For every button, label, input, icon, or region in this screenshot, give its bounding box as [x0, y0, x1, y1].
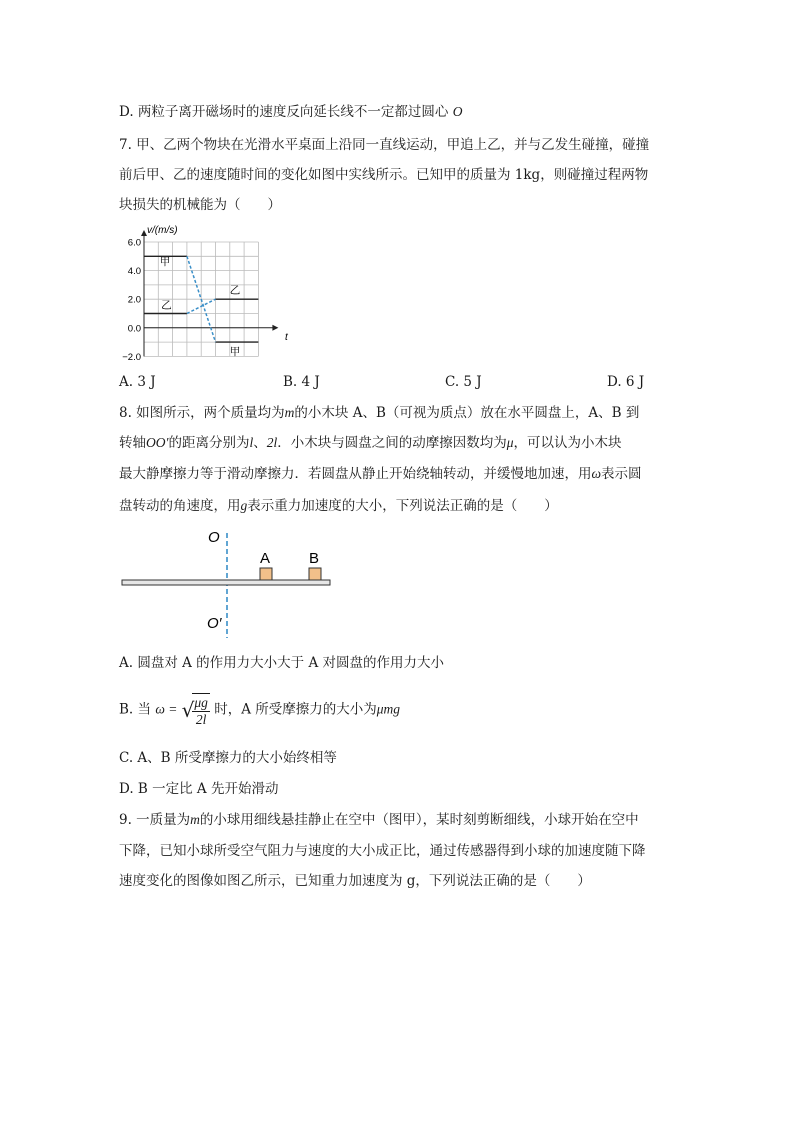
- q6-option-d-text: D. 两粒子离开磁场时的速度反向延长线不一定都过圆心: [119, 104, 449, 120]
- label-o-prime: O′: [207, 615, 222, 632]
- q8-line-1: [119, 404, 639, 422]
- q8-sep: 、: [253, 435, 267, 451]
- q6-option-d-symbol: O: [452, 104, 463, 119]
- q9-line-2: 下降，已知小球所受空气阻力与速度的大小成正比，通过传感器得到小球的加速度随下降: [119, 843, 646, 859]
- q8-option-b-omega: ω =: [155, 701, 178, 717]
- fraction-numerator: μg: [194, 694, 208, 710]
- label-b: B: [309, 550, 320, 567]
- q8-option-b-umg: μmg: [376, 701, 401, 717]
- q8-text: 最大静摩擦力等于滑动摩擦力．若圆盘从静止开始绕轴转动，并缓慢地加速，用: [119, 466, 592, 482]
- q9-line-1: [119, 811, 639, 829]
- y-tick-label: 2.0: [127, 294, 141, 306]
- q8-g: g: [240, 498, 248, 513]
- q9-m: m: [190, 812, 200, 827]
- q7-line-2: 前后甲、乙的速度随时间的变化如图中实线所示。已知甲的质量为 1kg，则碰撞过程两物: [119, 167, 649, 183]
- q7-line-1: 7. 甲、乙两个物块在光滑水平桌面上沿同一直线运动，甲追上乙，并与乙发生碰撞，碰撞: [119, 137, 650, 153]
- q8-omega: ω: [591, 466, 602, 481]
- q7-option-c[interactable]: C. 5 J: [445, 374, 482, 390]
- sqrt-body: [192, 693, 210, 728]
- q9-text: 9. 一质量为: [119, 812, 191, 828]
- y-tick-labels: [122, 238, 141, 363]
- q8-axis: OO′: [146, 435, 169, 450]
- q8-2l: 2l: [266, 435, 278, 450]
- q8-option-d[interactable]: D. B 一定比 A 先开始滑动: [119, 781, 279, 797]
- x-axis-arrow: [272, 325, 278, 331]
- series-label: 乙: [229, 284, 241, 297]
- disc: [122, 580, 330, 585]
- q8-text: ．小木块与圆盘之间的动摩擦因数均为: [277, 435, 507, 451]
- block-b: [309, 568, 321, 580]
- series-label: 甲: [159, 255, 171, 268]
- q7-option-a[interactable]: A. 3 J: [119, 374, 156, 390]
- q8-line-3: [119, 465, 642, 483]
- q8-text: 表示重力加速度的大小，下列说法正确的是（ ）: [247, 498, 558, 514]
- q8-text: 的距离分别为: [168, 435, 250, 451]
- series-label: 甲: [229, 345, 241, 358]
- sqrt-symbol: √: [181, 698, 195, 722]
- velocity-time-chart: [110, 222, 310, 367]
- q8-option-c[interactable]: C. A、B 所受摩擦力的大小始终相等: [119, 750, 337, 766]
- label-o: O: [208, 529, 220, 546]
- q8-line-4: [119, 497, 558, 515]
- q9-text: 的小球用细线悬挂静止在空中（图甲），某时刻剪断细线，小球开始在空中: [199, 812, 639, 828]
- q8-option-a[interactable]: A. 圆盘对 A 的作用力大小大于 A 对圆盘的作用力大小: [119, 655, 444, 671]
- q9-line-3: 速度变化的图像如图乙所示，已知重力加速度为 g，下列说法正确的是（ ）: [119, 873, 591, 889]
- q8-option-b-text: 时，A 所受摩擦力的大小为: [214, 701, 377, 718]
- series-label: 乙: [161, 299, 172, 312]
- q8-l: l: [249, 435, 254, 450]
- q8-option-b-text: B. 当: [119, 701, 152, 718]
- q8-text: 表示圆: [601, 466, 642, 482]
- chart-axes: [141, 230, 278, 356]
- q8-line-2: [119, 434, 622, 452]
- q7-option-b[interactable]: B. 4 J: [283, 374, 320, 390]
- y-tick-label: −2.0: [122, 351, 141, 363]
- q7-line-3: 块损失的机械能为（ ）: [119, 197, 281, 213]
- q8-text: ，可以认为小木块: [513, 435, 622, 451]
- y-tick-label: 4.0: [127, 266, 141, 278]
- q7-option-d[interactable]: D. 6 J: [607, 374, 645, 390]
- x-axis-label: t: [285, 332, 288, 343]
- sqrt-fraction: [192, 695, 210, 728]
- q6-option-d: [119, 103, 462, 121]
- rotating-disc-figure: [118, 525, 348, 640]
- q8-option-b[interactable]: [119, 692, 400, 728]
- y-axis-label: v/(m/s): [147, 225, 178, 236]
- y-tick-label: 6.0: [127, 237, 141, 249]
- fraction-denominator: 2l: [195, 711, 207, 727]
- q8-text: 盘转动的角速度，用: [119, 498, 241, 514]
- y-tick-label: 0.0: [127, 323, 141, 335]
- label-a: A: [260, 550, 271, 567]
- q8-mu: μ: [506, 435, 514, 450]
- block-a: [260, 568, 272, 580]
- q8-text: 转轴: [119, 435, 146, 451]
- q8-text: 8. 如图所示，两个质量均为: [119, 405, 285, 421]
- q8-m: m: [284, 405, 295, 420]
- q8-text: 的小木块 A、B（可视为质点）放在水平圆盘上，A、B 到: [294, 405, 640, 421]
